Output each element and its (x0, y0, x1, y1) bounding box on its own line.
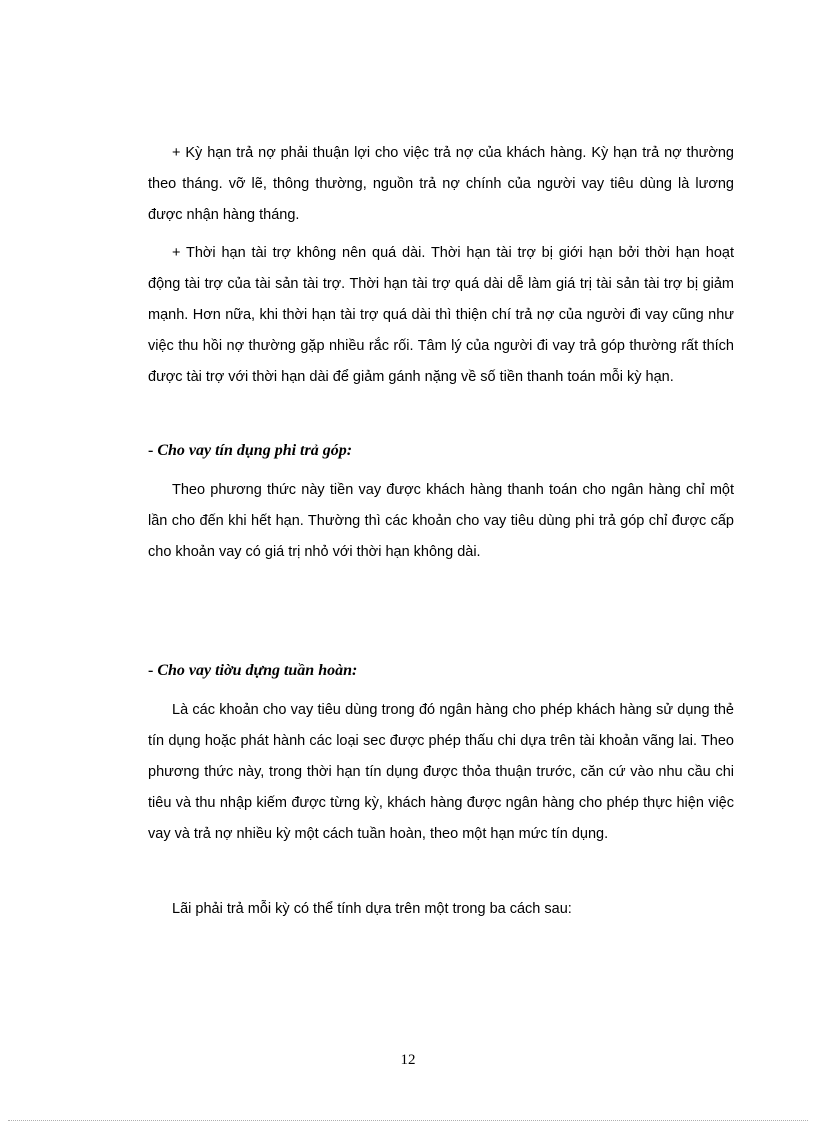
heading-revolving-loan (148, 659, 357, 683)
heading-title: Cho vay tín dụng phi trả góp: (157, 442, 353, 459)
paragraph-financing-duration: + Thời hạn tài trợ không nên quá dài. Thời hạn tài trợ bị giới hạn bởi thời hạn hoạt động tài trợ của tài sản tài trợ. Thời hạn tài trợ quá dài dễ làm giá trị tài sản tài trợ bị giảm mạnh. Hơn nữa, khi thời hạn tài trợ quá dài thì thiện chí trả nợ của người đi vay cũng như việc thu hồi nợ thường gặp nhiều rắc rối. Tâm lý của người đi vay trả góp thường rất thích được tài trợ với thời hạn dài để giảm gánh nặng về số tiền thanh toán mỗi kỳ hạn. (148, 245, 734, 385)
paragraph-repayment-term: + Kỳ hạn trả nợ phải thuận lợi cho việc trả nợ của khách hàng. Kỳ hạn trả nợ thường theo tháng. vỡ lẽ, thông thường, nguồn trả nợ chính của người vay tiêu dùng là lương được nhận hàng tháng. (148, 145, 734, 223)
heading-dash: - (148, 442, 154, 459)
paragraph-revolving-description: Là các khoản cho vay tiêu dùng trong đó ngân hàng cho phép khách hàng sử dụng thẻ tín dụng hoặc phát hành các loại sec được phép thấu chi dựa trên tài khoản vãng lai. Theo phương thức này, trong thời hạn tín dụng được thỏa thuận trước, căn cứ vào nhu cầu chi tiêu và thu nhập kiếm được từng kỳ, khách hàng được ngân hàng cho phép thực hiện việc vay và trả nợ nhiều kỳ một cách tuần hoàn, theo một hạn mức tín dụng. (148, 702, 734, 842)
heading-non-installment-loan (148, 439, 352, 463)
paragraph-non-installment-description: Theo phương thức này tiền vay được khách hàng thanh toán cho ngân hàng chỉ một lần cho đến khi hết hạn. Thường thì các khoản cho vay tiêu dùng phi trả góp chỉ được cấp cho khoản vay có giá trị nhỏ với thời hạn không dài. (148, 482, 734, 560)
heading-dash: - (148, 662, 154, 679)
paragraph-interest-methods: Lãi phải trả mỗi kỳ có thể tính dựa trên một trong ba cách sau: (172, 901, 572, 917)
bottom-dotted-divider (8, 1120, 808, 1121)
page-number: 12 (400, 1052, 416, 1068)
heading-title: Cho vay tiờu dựng tuần hoàn: (157, 662, 358, 679)
